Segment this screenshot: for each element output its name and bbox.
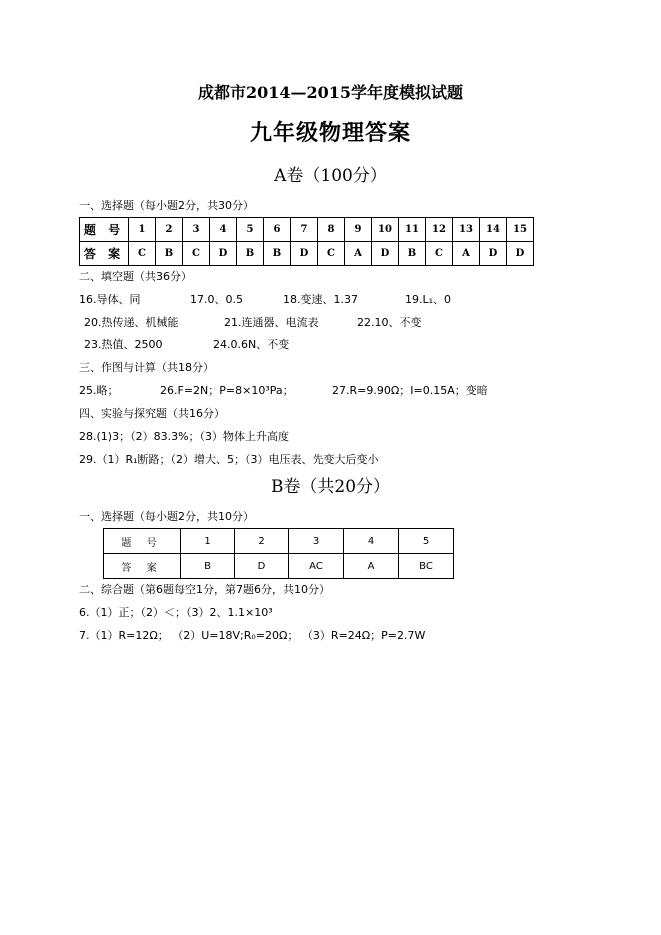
answer-q24: 24.0.6N、不变 — [213, 338, 290, 351]
answer-q23: 23.热值、2500 — [84, 338, 163, 351]
question-number: 14 — [480, 218, 507, 242]
fill-in-heading: 二、填空题（共36分） — [79, 270, 192, 283]
question-number: 12 — [426, 218, 453, 242]
answer-cell: A — [345, 242, 372, 266]
table-header-answer: 答 案 — [104, 554, 181, 579]
answer-q20: 20.热传递、机械能 — [84, 316, 179, 329]
question-number: 3 — [183, 218, 210, 242]
question-number: 13 — [453, 218, 480, 242]
table-row-numbers — [104, 529, 454, 554]
answer-cell: D — [372, 242, 399, 266]
calculation-heading: 三、作图与计算（共18分） — [79, 361, 214, 374]
section-b-answer-table — [103, 528, 454, 579]
answer-q17: 17.0、0.5 — [190, 293, 243, 306]
answer-q16: 16.导体、同 — [79, 293, 141, 306]
answer-cell: A — [453, 242, 480, 266]
question-number: 2 — [235, 529, 289, 554]
answer-cell: A — [344, 554, 399, 579]
answer-cell: D — [291, 242, 318, 266]
question-number: 4 — [210, 218, 237, 242]
answer-q21: 21.连通器、电流表 — [224, 316, 319, 329]
question-number: 9 — [345, 218, 372, 242]
question-number: 5 — [399, 529, 454, 554]
question-number: 2 — [156, 218, 183, 242]
answer-cell: D — [210, 242, 237, 266]
section-a-mc-heading: 一、选择题（每小题2分，共30分） — [79, 199, 254, 212]
question-number: 15 — [507, 218, 534, 242]
question-number: 8 — [318, 218, 345, 242]
table-header-answer: 答 案 — [80, 242, 129, 266]
answer-cell: D — [480, 242, 507, 266]
question-number: 4 — [344, 529, 399, 554]
answer-q19: 19.L₁、0 — [405, 293, 452, 306]
question-number: 1 — [129, 218, 156, 242]
answer-q28: 28.(1)3；（2）83.3%；（3）物体上升高度 — [79, 430, 290, 443]
answer-cell: B — [156, 242, 183, 266]
answer-cell: C — [183, 242, 210, 266]
answer-q27: 27.R=9.90Ω；I=0.15A；变暗 — [332, 384, 488, 397]
answer-cell: B — [264, 242, 291, 266]
answer-b-q6: 6.（1）正；（2）＜；（3）2、1.1×10³ — [79, 606, 273, 619]
answer-q18: 18.变速、1.37 — [283, 293, 358, 306]
answer-cell: C — [318, 242, 345, 266]
answer-key-title: 九年级物理答案 — [249, 120, 411, 146]
answer-cell: AC — [289, 554, 344, 579]
table-row-answers — [80, 242, 534, 266]
answer-cell: B — [399, 242, 426, 266]
section-a-title: A卷（100分） — [274, 166, 387, 186]
experiment-heading: 四、实验与探究题（共16分） — [79, 407, 225, 420]
answer-cell: B — [181, 554, 235, 579]
comprehensive-heading: 二、综合题（第6题每空1分，第7题6分，共10分） — [79, 583, 330, 596]
table-header-number: 题 号 — [80, 218, 129, 242]
section-b-mc-heading: 一、选择题（每小题2分，共10分） — [79, 510, 254, 523]
exam-title: 成都市2014—2015学年度模拟试题 — [197, 83, 464, 102]
answer-cell: BC — [399, 554, 454, 579]
answer-cell: B — [237, 242, 264, 266]
answer-q29: 29.（1）R₁断路；（2）增大、5；（3）电压表、先变大后变小 — [79, 453, 379, 466]
question-number: 3 — [289, 529, 344, 554]
question-number: 5 — [237, 218, 264, 242]
table-header-number: 题 号 — [104, 529, 181, 554]
answer-cell: D — [507, 242, 534, 266]
section-a-answer-table — [79, 217, 534, 266]
question-number: 1 — [181, 529, 235, 554]
question-number: 7 — [291, 218, 318, 242]
answer-q26: 26.F=2N；P=8×10³Pa； — [160, 384, 294, 397]
table-row-numbers — [80, 218, 534, 242]
answer-b-q7: 7.（1）R=12Ω； （2）U=18V;R₀=20Ω； （3）R=24Ω；P=2.7W — [79, 629, 426, 642]
answer-cell: C — [426, 242, 453, 266]
question-number: 6 — [264, 218, 291, 242]
table-row-answers — [104, 554, 454, 579]
answer-cell: D — [235, 554, 289, 579]
question-number: 10 — [372, 218, 399, 242]
answer-q25: 25.略； — [79, 384, 119, 397]
section-b-title: B卷（共20分） — [270, 477, 391, 497]
question-number: 11 — [399, 218, 426, 242]
answer-q22: 22.10、不变 — [357, 316, 422, 329]
answer-cell: C — [129, 242, 156, 266]
